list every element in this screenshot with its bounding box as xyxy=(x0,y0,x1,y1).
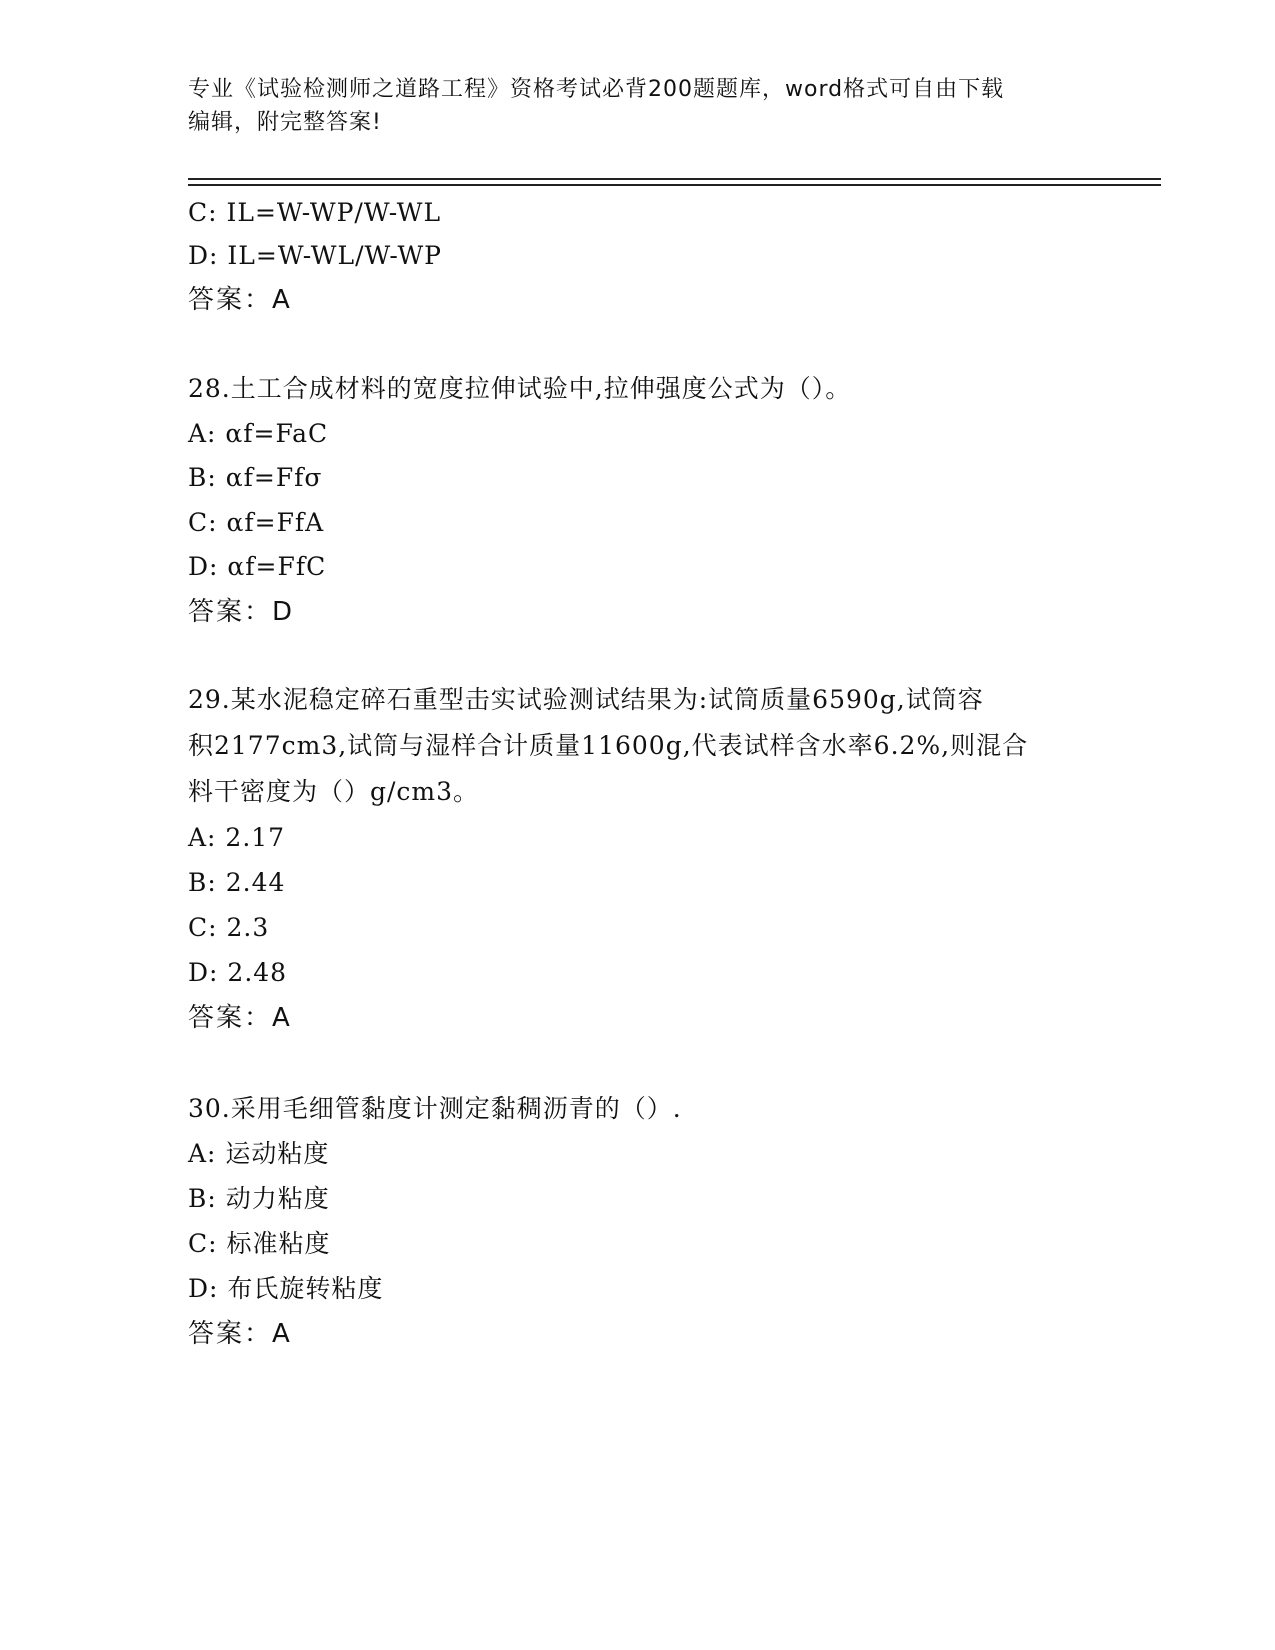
q28-question: 28.土工合成材料的宽度拉伸试验中,拉伸强度公式为（）。 xyxy=(188,374,852,403)
q27-option-d: D: IL=W-WL/W-WP xyxy=(188,241,442,270)
q29-option-a: A: 2.17 xyxy=(188,823,286,852)
q30-answer: 答案：A xyxy=(188,1319,292,1349)
document-header xyxy=(188,73,1088,139)
q30-option-d: D: 布氏旋转粘度 xyxy=(188,1274,384,1303)
q29-option-b: B: 2.44 xyxy=(188,868,286,897)
header-title-line1: 专业《试验检测师之道路工程》资格考试必背200题题库，word格式可自由下载 xyxy=(188,77,1005,102)
q29-question-line3: 料干密度为（）g/cm3。 xyxy=(188,777,480,806)
q30-option-a: A: 运动粘度 xyxy=(188,1139,330,1168)
q29-question-line1: 29.某水泥稳定碎石重型击实试验测试结果为:试筒质量6590g,试筒容 xyxy=(188,685,984,714)
q30-option-b: B: 动力粘度 xyxy=(188,1184,330,1213)
q30-question: 30.采用毛细管黏度计测定黏稠沥青的（）. xyxy=(188,1094,682,1123)
q28-option-c: C: αf=FfA xyxy=(188,508,325,537)
q27-answer: 答案：A xyxy=(188,285,292,315)
q29-option-c: C: 2.3 xyxy=(188,913,270,942)
header-divider-top xyxy=(188,178,1161,180)
q28-option-b: B: αf=Ffσ xyxy=(188,463,323,492)
q28-option-d: D: αf=FfC xyxy=(188,552,327,581)
header-divider-bottom xyxy=(188,184,1161,186)
q28-answer: 答案：D xyxy=(188,597,295,627)
q29-answer: 答案：A xyxy=(188,1003,292,1033)
header-title-line2: 编辑，附完整答案! xyxy=(188,110,382,135)
q28-option-a: A: αf=FaC xyxy=(188,419,329,448)
q29-option-d: D: 2.48 xyxy=(188,958,288,987)
q29-question-line2: 积2177cm3,试筒与湿样合计质量11600g,代表试样含水率6.2%,则混合 xyxy=(188,731,1029,760)
q30-option-c: C: 标准粘度 xyxy=(188,1229,331,1258)
q27-option-c: C: IL=W-WP/W-WL xyxy=(188,198,442,227)
